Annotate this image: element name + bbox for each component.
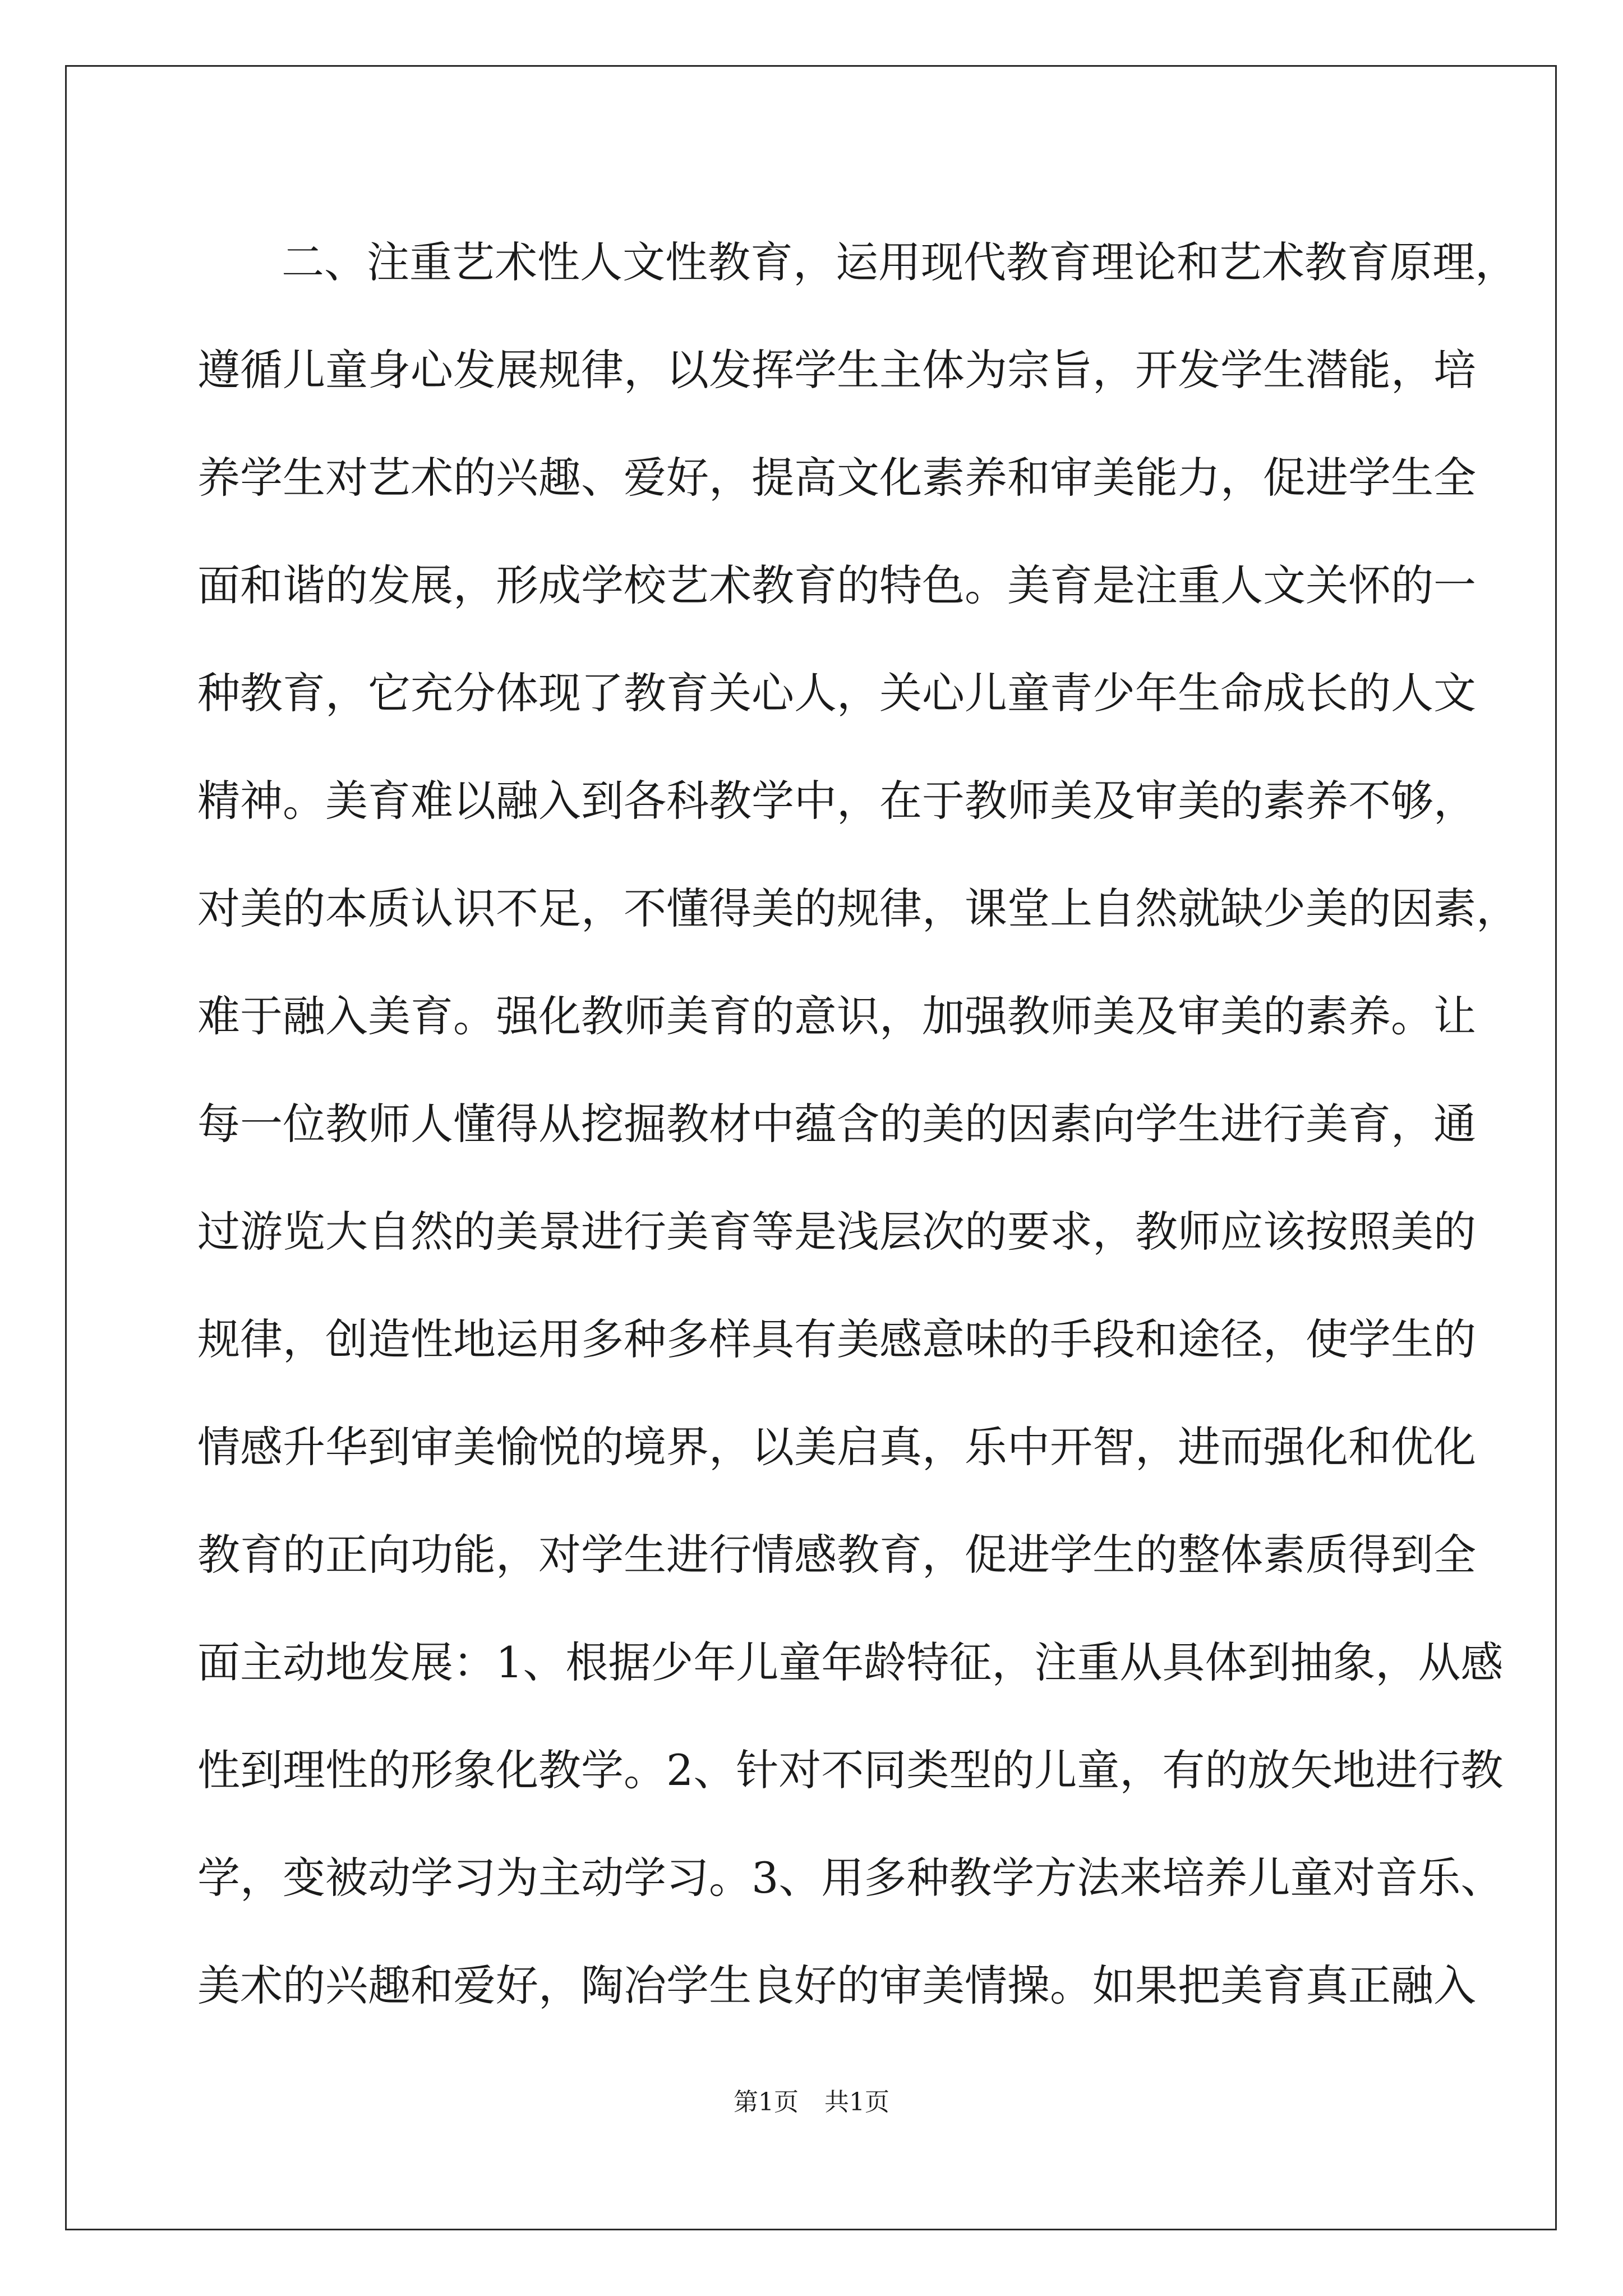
paragraph-line: 难于融入美育。强化教师美育的意识，加强教师美及审美的素养。让 xyxy=(197,991,1476,1041)
paragraph-line: 种教育，它充分体现了教育关心人，关心儿童青少年生命成长的人文 xyxy=(197,668,1476,718)
paragraph-line: 美术的兴趣和爱好，陶冶学生良好的审美情操。如果把美育真正融入 xyxy=(197,1961,1476,2010)
paragraph-line: 养学生对艺术的兴趣、爱好，提高文化素养和审美能力，促进学生全 xyxy=(197,453,1476,503)
paragraph-line: 面和谐的发展，形成学校艺术教育的特色。美育是注重人文关怀的一 xyxy=(197,560,1476,610)
paragraph-line: 每一位教师人懂得从挖掘教材中蕴含的美的因素向学生进行美育，通 xyxy=(197,1099,1476,1149)
paragraph-line: 学，变被动学习为主动学习。3、用多种教学方法来培养儿童对音乐、 xyxy=(197,1853,1504,1903)
page-footer xyxy=(0,2086,1623,2119)
page-number-total: 共1页 xyxy=(824,2088,889,2116)
paragraph-line: 教育的正向功能，对学生进行情感教育，促进学生的整体素质得到全 xyxy=(197,1530,1476,1580)
paragraph-line: 二、注重艺术性人文性教育，运用现代教育理论和艺术教育原理， xyxy=(282,237,1518,287)
paragraph-line: 遵循儿童身心发展规律，以发挥学生主体为宗旨，开发学生潜能，培 xyxy=(197,345,1476,395)
paragraph-line: 性到理性的形象化教学。2、针对不同类型的儿童，有的放矢地进行教 xyxy=(197,1745,1504,1795)
paragraph-line: 面主动地发展：1、根据少年儿童年龄特征，注重从具体到抽象，从感 xyxy=(197,1637,1504,1687)
paragraph-line: 精神。美育难以融入到各科教学中，在于教师美及审美的素养不够， xyxy=(197,776,1476,826)
page-number-current: 第1页 xyxy=(734,2088,799,2116)
document-body xyxy=(197,209,1519,2040)
paragraph-line: 规律，创造性地运用多种多样具有美感意味的手段和途径，使学生的 xyxy=(197,1314,1476,1364)
paragraph-line: 对美的本质认识不足，不懂得美的规律，课堂上自然就缺少美的因素， xyxy=(197,884,1519,933)
paragraph-line: 过游览大自然的美景进行美育等是浅层次的要求，教师应该按照美的 xyxy=(197,1207,1476,1257)
paragraph-line: 情感升华到审美愉悦的境界，以美启真，乐中开智，进而强化和优化 xyxy=(197,1422,1476,1472)
